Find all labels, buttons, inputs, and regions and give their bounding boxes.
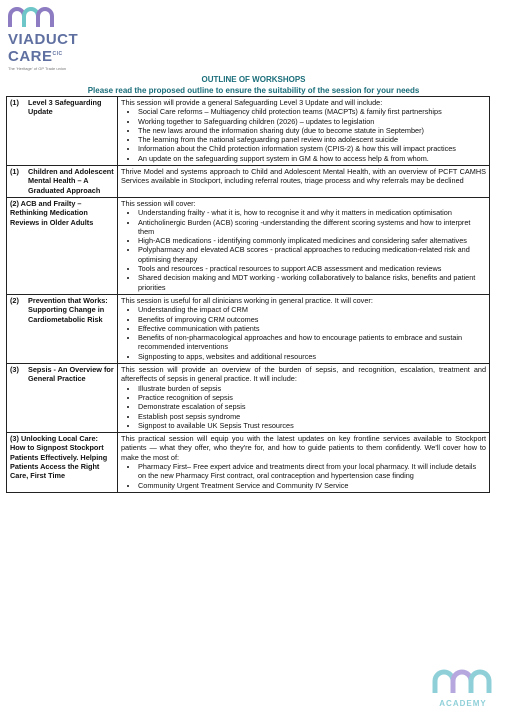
academy-arches-icon bbox=[432, 668, 494, 694]
workshop-title: Prevention that Works: Supporting Change in Cardiometabolic Risk bbox=[28, 295, 108, 324]
workshop-title-cell bbox=[7, 166, 118, 198]
workshop-row bbox=[7, 166, 490, 198]
workshop-bullet: • The new laws around the information sharing duty (due to become statute in September) bbox=[138, 126, 486, 135]
brand-name: VIADUCT bbox=[8, 31, 79, 48]
workshop-bullet-list bbox=[121, 208, 486, 292]
workshop-bullet: • Illustrate burden of sepsis bbox=[138, 384, 486, 393]
workshop-row bbox=[7, 364, 490, 433]
workshop-bullet: • Demonstrate escalation of sepsis bbox=[138, 402, 486, 411]
page-title: OUTLINE OF WORKSHOPS bbox=[201, 75, 306, 84]
workshop-description-cell bbox=[118, 364, 490, 433]
workshop-bullet: • Benefits of non-pharmacological approaches and how to encourage patients to embrace and sustain recommended interventions bbox=[138, 333, 486, 352]
workshop-bullet: • High-ACB medications - identifying commonly implicated medicines and considering safer alternatives bbox=[138, 236, 486, 245]
page-subtitle: Please read the proposed outline to ensure the suitability of the session for your needs bbox=[87, 86, 420, 95]
workshop-number: (1) bbox=[10, 98, 19, 107]
workshop-bullet-list bbox=[121, 305, 486, 361]
academy-logo bbox=[431, 668, 495, 712]
workshop-bullet: • Understanding frailty - what it is, how to recognise it and why it matters in medication optimisation bbox=[138, 208, 486, 217]
workshop-bullet: • Anticholinergic Burden (ACB) scoring -understanding the different scoring systems and how to interpret them bbox=[138, 218, 486, 237]
workshop-bullet: • Social Care reforms – Multiagency child protection teams (MACPTs) & family first partnerships bbox=[138, 107, 486, 116]
workshop-bullet: • Benefits of improving CRM outcomes bbox=[138, 315, 486, 324]
workshop-title-cell bbox=[7, 364, 118, 433]
workshop-bullet: • Working together to Safeguarding children (2026) – updates to legislation bbox=[138, 117, 486, 126]
workshop-bullet: • Community Urgent Treatment Service and Community IV Service bbox=[138, 481, 486, 490]
workshop-intro: Thrive Model and systems approach to Child and Adolescent Mental Health, with an overview of PCFT CAMHS Services available in Stockport, including referral routes, triage process and why referrals may be declined bbox=[121, 167, 486, 186]
workshop-bullet-list bbox=[121, 107, 486, 163]
workshop-description-cell bbox=[118, 166, 490, 198]
viaduct-arches-icon bbox=[8, 6, 54, 28]
workshop-bullet: • Signposting to apps, websites and additional resources bbox=[138, 352, 486, 361]
workshop-row bbox=[7, 294, 490, 363]
academy-wordmark: ACADEMY bbox=[439, 699, 487, 708]
workshop-number: (1) bbox=[10, 167, 19, 177]
workshop-description-cell bbox=[118, 197, 490, 294]
workshop-bullet-list bbox=[121, 384, 486, 430]
workshop-bullet: • Establish post sepsis syndrome bbox=[138, 412, 486, 421]
workshop-bullet: • Signpost to available UK Sepsis Trust resources bbox=[138, 421, 486, 430]
brand-name-2: $CARE^{CIC}$ bbox=[8, 48, 63, 65]
workshop-intro: This session is useful for all clinicians working in general practice. It will cover: bbox=[121, 295, 373, 305]
brand-suffix: CIC bbox=[52, 51, 63, 57]
workshop-bullet: • Information about the Child protection information system (CPIS-2) & how this will impact practices bbox=[138, 144, 486, 153]
workshop-number: (2) bbox=[10, 295, 19, 305]
workshop-title-cell bbox=[7, 97, 118, 166]
workshop-row bbox=[7, 197, 490, 294]
workshop-title: Children and Adolescent Mental Health – A Graduated Approach bbox=[28, 167, 114, 195]
workshop-bullet: • Tools and resources - practical resources to support ACB assessment and medication reviews bbox=[138, 264, 486, 273]
viaduct-care-logo bbox=[8, 6, 88, 72]
workshop-title: (3) Unlocking Local Care: How to Signpost Stockport Patients Effectively. Helping Patients Access the Right Care, First Time bbox=[10, 434, 108, 481]
brand-tagline: The 'Heritage' of GP Trade union bbox=[8, 66, 67, 71]
workshop-title: (2) ACB and Frailty – Rethinking Medication Reviews in Older Adults bbox=[10, 198, 94, 227]
workshop-intro: This session will provide an overview of the burden of sepsis, and recognition, escalation, treatment and aftereffects of sepsis in general practice. It will include: bbox=[121, 365, 486, 384]
workshop-intro: This practical session will equip you with the latest updates on key frontline services available to Stockport patients — what they offer, who they're for, and how to guide patients to them confidently. We'll cover how to make the most of: bbox=[121, 434, 486, 462]
workshop-description-cell bbox=[118, 97, 490, 166]
workshop-bullet-list bbox=[121, 462, 486, 490]
workshop-bullet: • Polypharmacy and elevated ACB scores - practical approaches to reducing medication-related risk and optimising therapy bbox=[138, 245, 486, 264]
workshop-row bbox=[7, 97, 490, 166]
workshop-bullet: • Pharmacy First– Free expert advice and treatments direct from your local pharmacy. It will include details on the new Pharmacy First contract, oral contraception and hypertension case finding bbox=[138, 462, 486, 481]
workshop-bullet: • Shared decision making and MDT working - working collaboratively to balance risks, benefits and patient priorities bbox=[138, 273, 486, 292]
workshop-title: Sepsis - An Overview for General Practice bbox=[28, 365, 114, 384]
workshop-description-cell bbox=[118, 294, 490, 363]
workshop-intro: This session will provide a general Safeguarding Level 3 Update and will include: bbox=[121, 98, 383, 107]
workshop-bullet: • An update on the safeguarding support system in GM & how to access help & from whom. bbox=[138, 154, 486, 163]
workshop-title-cell bbox=[7, 294, 118, 363]
workshop-intro: This session will cover: bbox=[121, 198, 196, 208]
workshop-title: Level 3 Safeguarding Update bbox=[28, 98, 102, 117]
workshop-bullet: • Practice recognition of sepsis bbox=[138, 393, 486, 402]
workshop-title-cell bbox=[7, 433, 118, 493]
workshops-table bbox=[6, 96, 490, 493]
workshop-description-cell bbox=[118, 433, 490, 493]
workshop-title-cell bbox=[7, 197, 118, 294]
workshop-row bbox=[7, 433, 490, 493]
workshop-bullet: • The learning from the national safeguarding panel review into adolescent suicide bbox=[138, 135, 486, 144]
workshop-bullet: • Understanding the impact of CRM bbox=[138, 305, 486, 314]
workshop-bullet: • Effective communication with patients bbox=[138, 324, 486, 333]
workshop-number: (3) bbox=[10, 365, 19, 375]
